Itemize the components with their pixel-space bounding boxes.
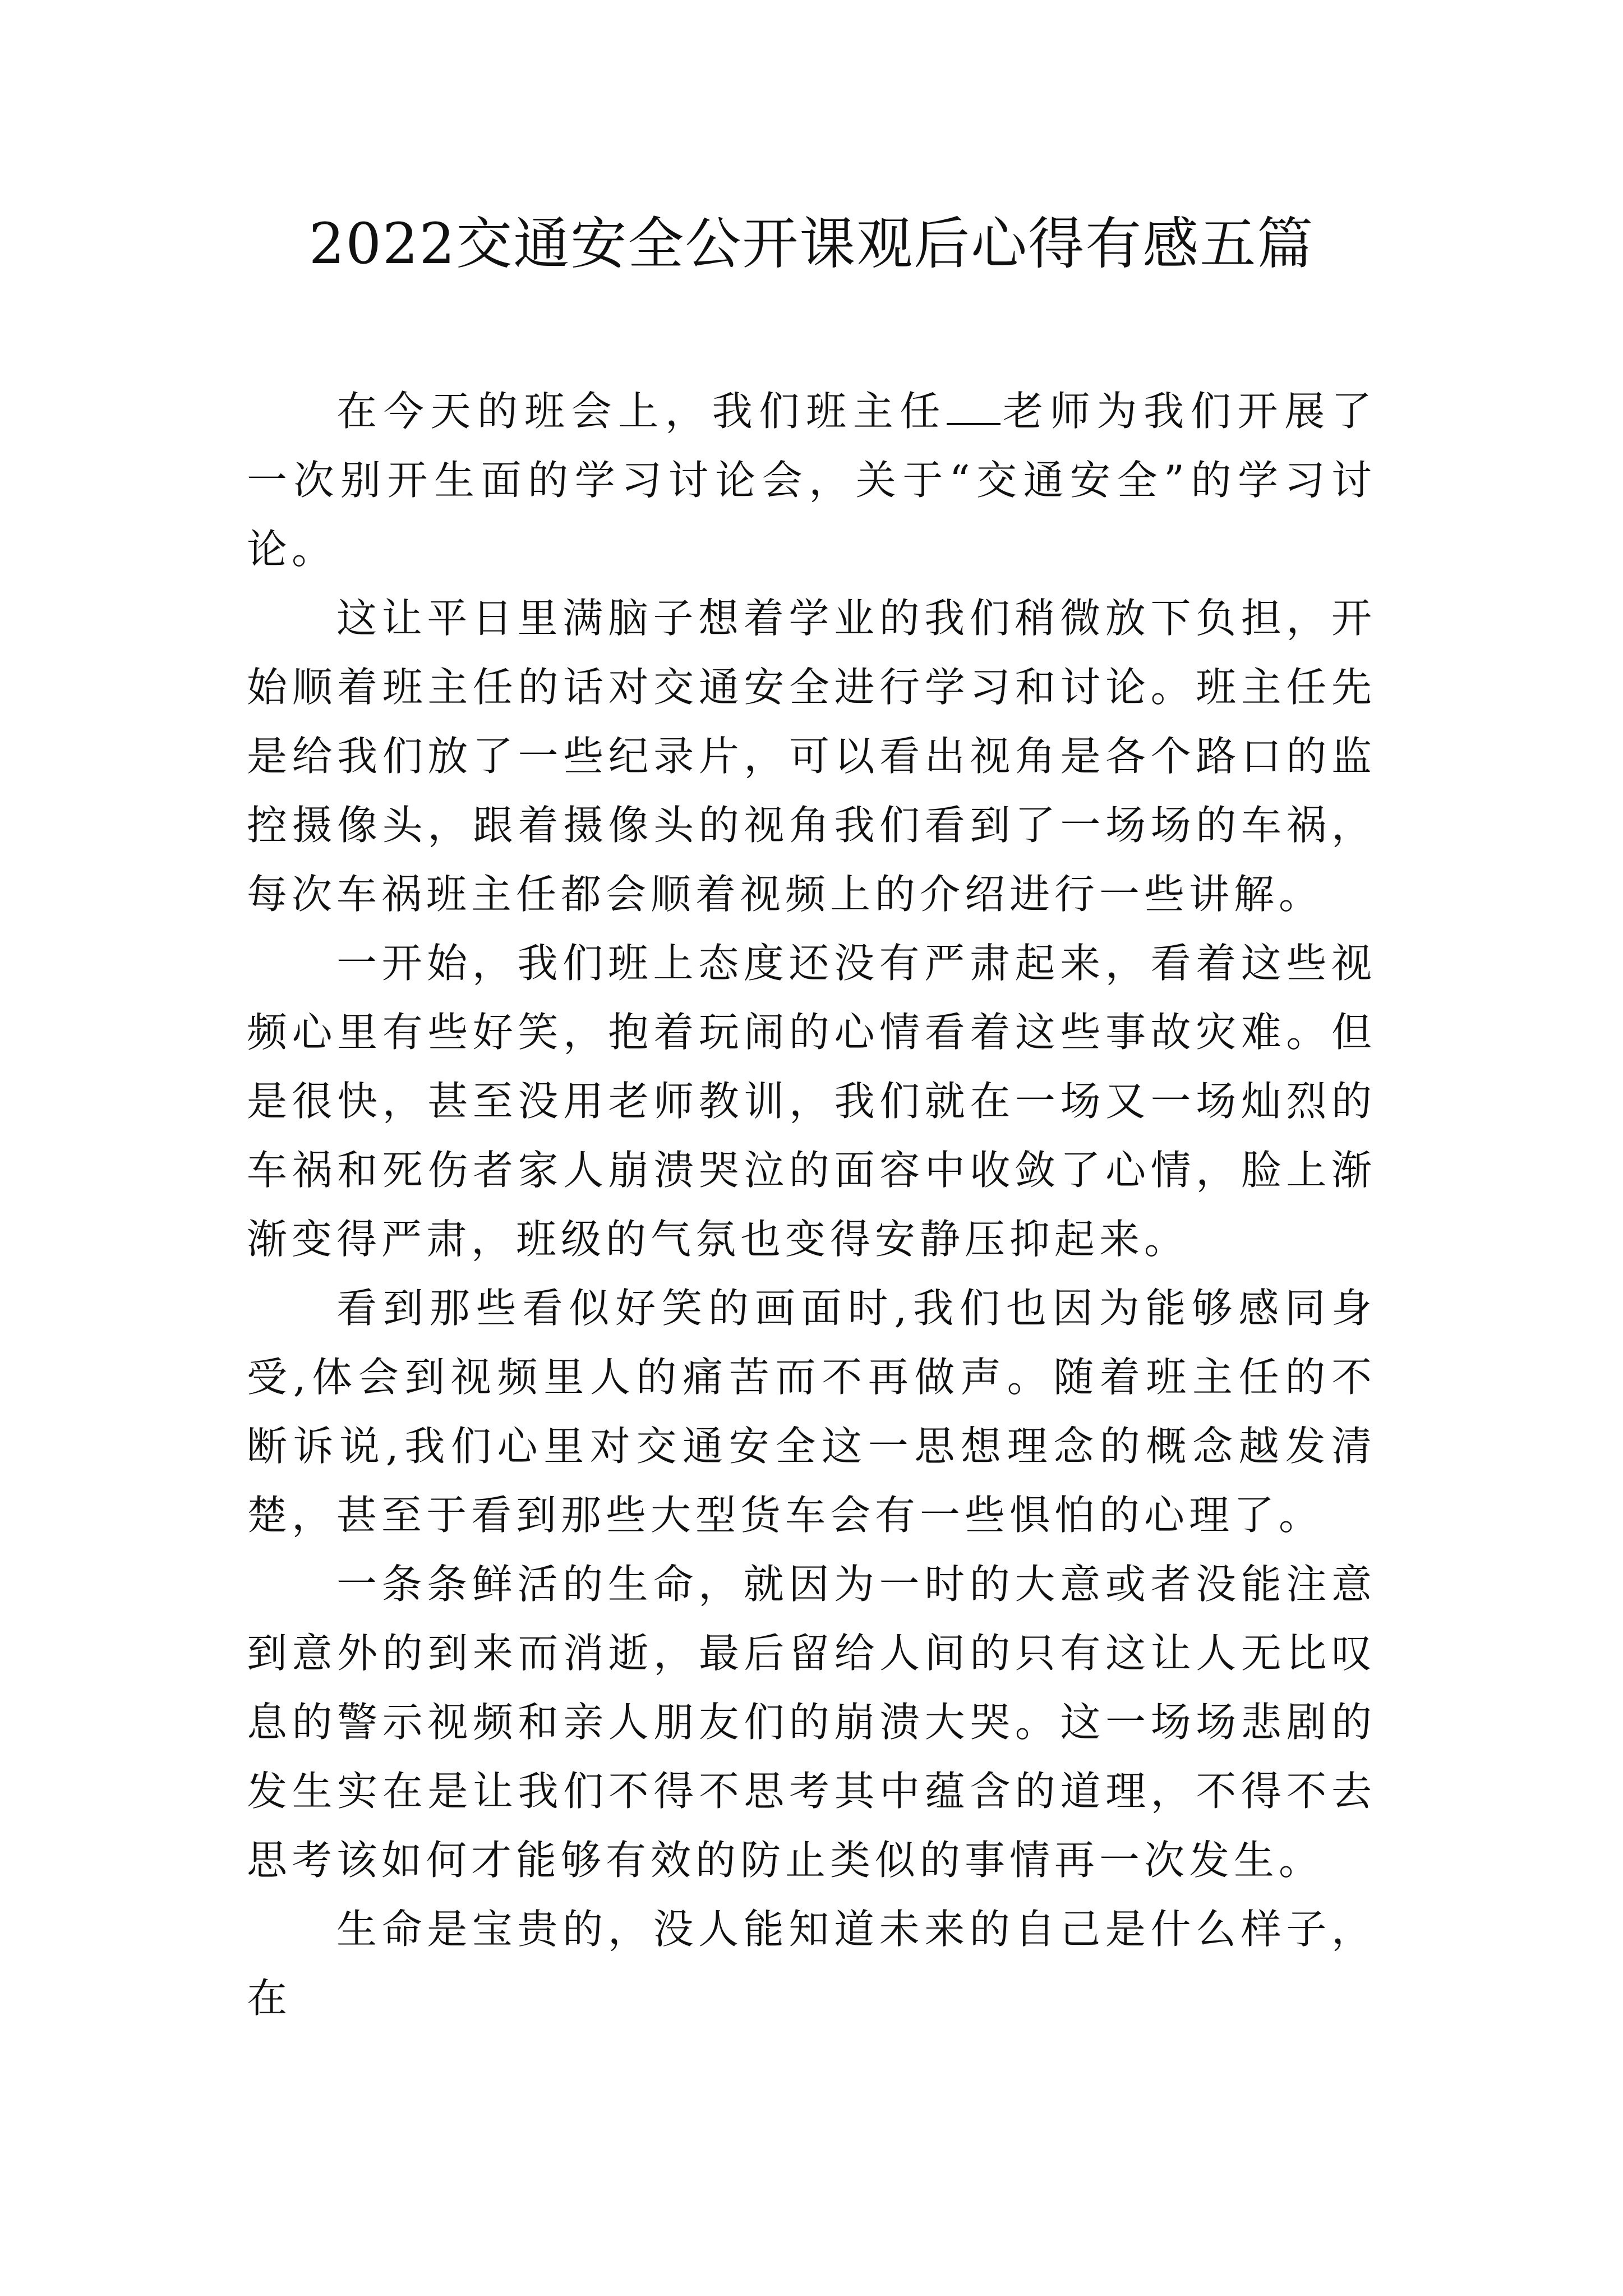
- paragraph-3: 一开始，我们班上态度还没有严肃起来，看着这些视频心里有些好笑，抱着玩闹的心情看着这些事故灾难。但是很快，甚至没用老师教训，我们就在一场又一场灿烈的车祸和死伤者家人崩溃哭泣的面容中收敛了心情，脸上渐渐变得严肃，班级的气氛也变得安静压抑起来。: [247, 940, 1376, 1263]
- paragraph-1-text-end: 老师为我们开展了一次别开生面的学习讨论会，关于“交通安全”的学习讨论。: [247, 388, 1376, 573]
- paragraph-2: 这让平日里满脑子想着学业的我们稍微放下负担，开始顺着班主任的话对交通安全进行学习和讨论。班主任先是给我们放了一些纪录片，可以看出视角是各个路口的监控摄像头，跟着摄像头的视角我们看到了一场场的车祸，每次车祸班主任都会顺着视频上的介绍进行一些讲解。: [247, 595, 1376, 918]
- document-body: [247, 377, 1376, 2033]
- fill-in-blank-line: [947, 423, 1000, 425]
- document-title: 2022交通安全公开课观后心得有感五篇: [308, 211, 1315, 277]
- paragraph-4: 看到那些看似好笑的画面时,我们也因为能够感同身受,体会到视频里人的痛苦而不再做声。随着班主任的不断诉说,我们心里对交通安全这一思想理念的概念越发清楚，甚至于看到那些大型货车会有一些惧怕的心理了。: [247, 1285, 1376, 1539]
- paragraph-5: 一条条鲜活的生命，就因为一时的大意或者没能注意到意外的到来而消逝，最后留给人间的只有这让人无比叹息的警示视频和亲人朋友们的崩溃大哭。这一场场悲剧的发生实在是让我们不得不思考其中蕴含的道理，不得不去思考该如何才能够有效的防止类似的事情再一次发生。: [247, 1561, 1376, 1884]
- paragraph-6: 生命是宝贵的，没人能知道未来的自己是什么样子，在: [247, 1906, 1376, 2022]
- paragraph-1-text-start: 在今天的班会上，我们班主任: [336, 388, 947, 435]
- paragraph-1: [247, 377, 1376, 584]
